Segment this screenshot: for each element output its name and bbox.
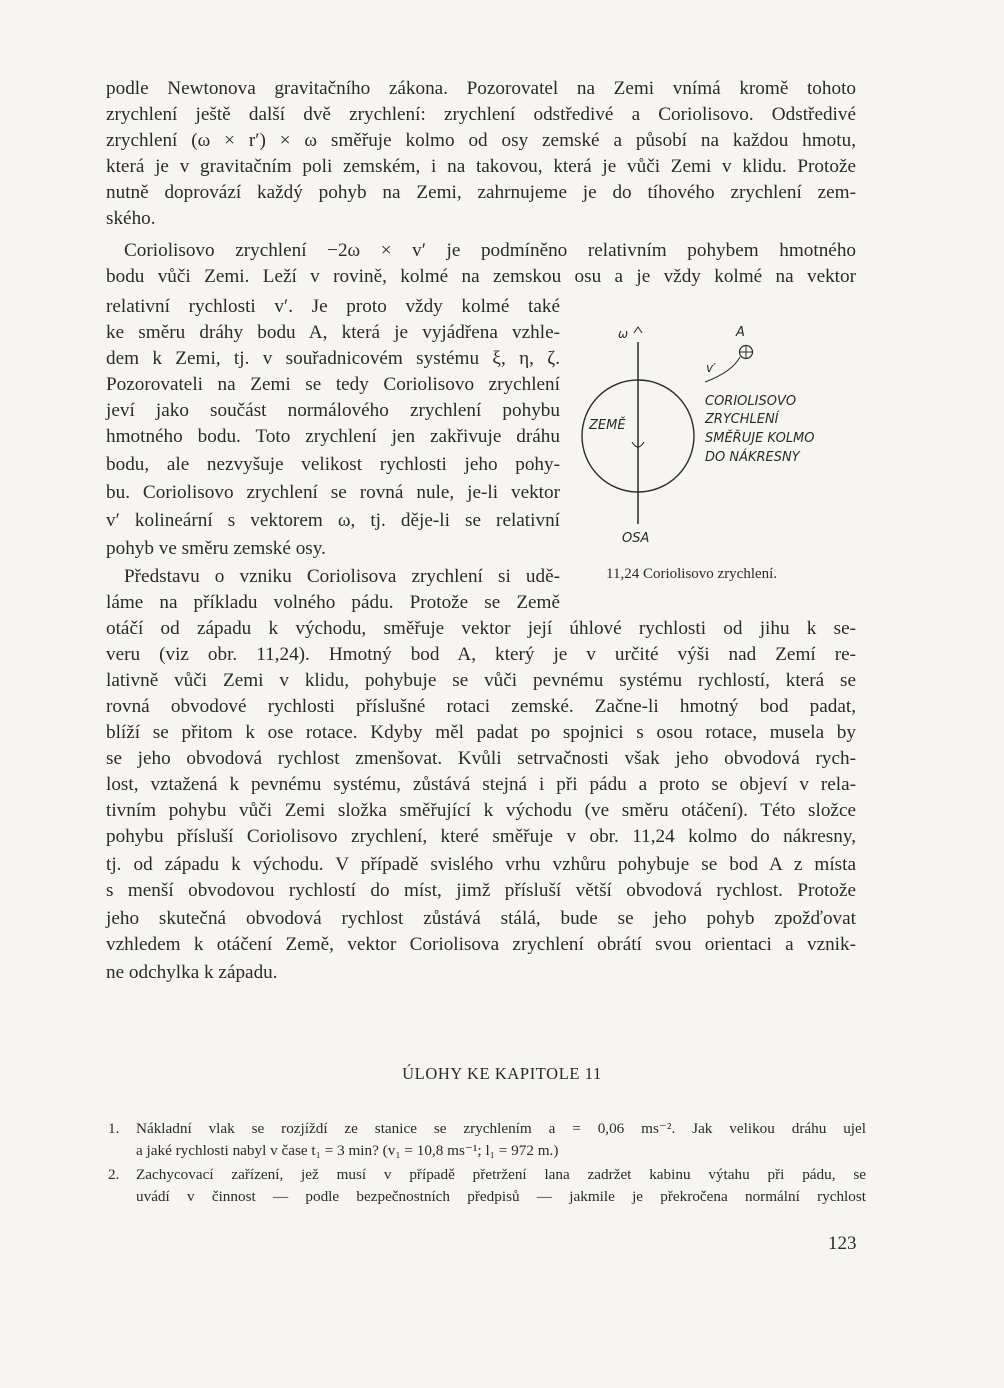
text-line: ke směru dráhy bodu A, která je vyjádřena vzhle- [106,322,560,343]
text-line: podle Newtonova gravitačního zákona. Pozorovatel na Zemi vnímá kromě tohoto [106,78,856,99]
text-line: v′ kolineární s vektorem ω, tj. děje-li se relativní [106,510,560,531]
annotation-line: ZRYCHLENÍ [705,412,779,427]
text-line: ského. [106,208,156,229]
text-line: jeví jako součást normálového zrychlení pohybu [106,400,560,421]
text-line: zrychlení ještě další dvě zrychlení: zrychlení odstředivé a Coriolisovo. Odstředivé [106,104,856,125]
text-line: tj. od západu k východu. V případě svislého vrhu vzhůru pohybuje se bod A z místa [106,854,856,875]
text-line: rovná obvodové rychlosti příslušné rotaci zemské. Začne-li hmotný bod padat, [106,696,856,717]
earth-label: ZEMĚ [589,418,626,433]
text-line: veru (viz obr. 11,24). Hmotný bod A, který je v určité výši nad Zemí re- [106,644,856,665]
annotation-line: DO NÁKRESNY [705,450,800,465]
exercise-text: Zachycovací zařízení, jež musí v případě přetržení lana zadržet kabinu výtahu při pádu, se [136,1166,866,1183]
coriolis-diagram [572,316,872,566]
text-line: se jeho obvodová rychlost zmenšovat. Kvůli setrvačnosti však jeho obvodová rych- [106,748,856,769]
text-line: dem k Zemi, tj. v souřadnicovém systému ξ, η, ζ. [106,348,560,369]
exercise-text: a jaké rychlosti nabyl v čase t₁ = 3 min? (v₁ = 10,8 ms⁻¹; l₁ = 972 m.) [136,1142,559,1159]
annotation-line: CORIOLISOVO [705,394,797,409]
text-line: pohyb ve směru zemské osy. [106,538,326,559]
point-a-label: A [736,325,745,340]
exercise-2 [108,1164,866,1208]
text-line: Coriolisovo zrychlení −2ω × v′ je podmíněno relativním pohybem hmotného [124,240,856,261]
text-line: bu. Coriolisovo zrychlení se rovná nule, je-li vektor [106,482,560,503]
annotation-line: SMĚŘUJE KOLMO [705,431,815,446]
exercise-text: uvádí v činnost — podle bezpečnostních předpisů — jakmile je překročena normální rychlost [136,1188,866,1205]
text-line: vzhledem k otáčení Země, vektor Coriolisova zrychlení obrátí svou orientaci a vznik- [106,934,856,955]
text-line: Pozorovateli na Zemi se tedy Coriolisovo zrychlení [106,374,560,395]
text-line: s menší obvodovou rychlostí do míst, jimž přísluší větší obvodová rychlost. Protože [106,880,856,901]
text-line: jeho skutečná obvodová rychlost zůstává stálá, bude se jeho pohyb zpožďovat [106,908,856,929]
page-number: 123 [828,1233,857,1254]
coriolis-figure [572,316,872,566]
exercise-text: Nákladní vlak se rozjíždí ze stanice se zrychlením a = 0,06 ms⁻². Jak velikou dráhu ujel [136,1120,866,1137]
text-line: Představu o vzniku Coriolisova zrychlení si udě- [124,566,560,587]
section-heading: ÚLOHY KE KAPITOLE 11 [402,1064,602,1083]
text-line: relativní rychlosti v′. Je proto vždy kolmé také [106,296,560,317]
text-line: blíží se přitom k ose rotace. Kdyby měl padat po spojnici s osou rotace, musela by [106,722,856,743]
text-line: lost, vztažená k pevnému systému, zůstává stejná i při pádu a proto se objeví v rela- [106,774,856,795]
exercise-number: 2. [108,1166,120,1183]
omega-arrow [634,327,642,333]
text-line: láme na příkladu volného pádu. Protože se Země [106,592,560,613]
axis-label: OSA [622,531,650,546]
text-line: lativně vůči Zemi v klidu, pohybuje se vůči pevnému systému rychlostí, která se [106,670,856,691]
text-line: tivním pohybu vůči Zemi složka směřující k východu (ve směru otáčení). Této složce [106,800,856,821]
text-line: ne odchylka k západu. [106,962,278,983]
text-line: která je v gravitačním poli zemském, i na takovou, která je vůči Zemi v klidu. Protože [106,156,856,177]
text-line: nutně doprovází každý pohyb na Zemi, zahrnujeme je do tíhového zrychlení zem- [106,182,856,203]
exercise-1 [108,1118,866,1162]
exercise-number: 1. [108,1120,120,1137]
text-line: otáčí od západu k východu, směřuje vektor její úhlové rychlosti od jihu k se- [106,618,856,639]
text-line: bodu vůči Zemi. Leží v rovině, kolmé na zemskou osu a je vždy kolmé na vektor [106,266,856,287]
text-line: hmotného bodu. Toto zrychlení jen zakřivuje dráhu [106,426,560,447]
omega-label: ω [618,327,629,341]
velocity-label: v′ [706,361,716,375]
text-line: pohybu přísluší Coriolisovo zrychlení, které směřuje v obr. 11,24 kolmo do nákresny, [106,826,856,847]
text-line: bodu, ale nezvyšuje velikost rychlosti jeho pohy- [106,454,560,475]
figure-caption: 11,24 Coriolisovo zrychlení. [606,566,778,582]
text-line: zrychlení (ω × r′) × ω směřuje kolmo od osy zemské a působí na každou hmotu, [106,130,856,151]
